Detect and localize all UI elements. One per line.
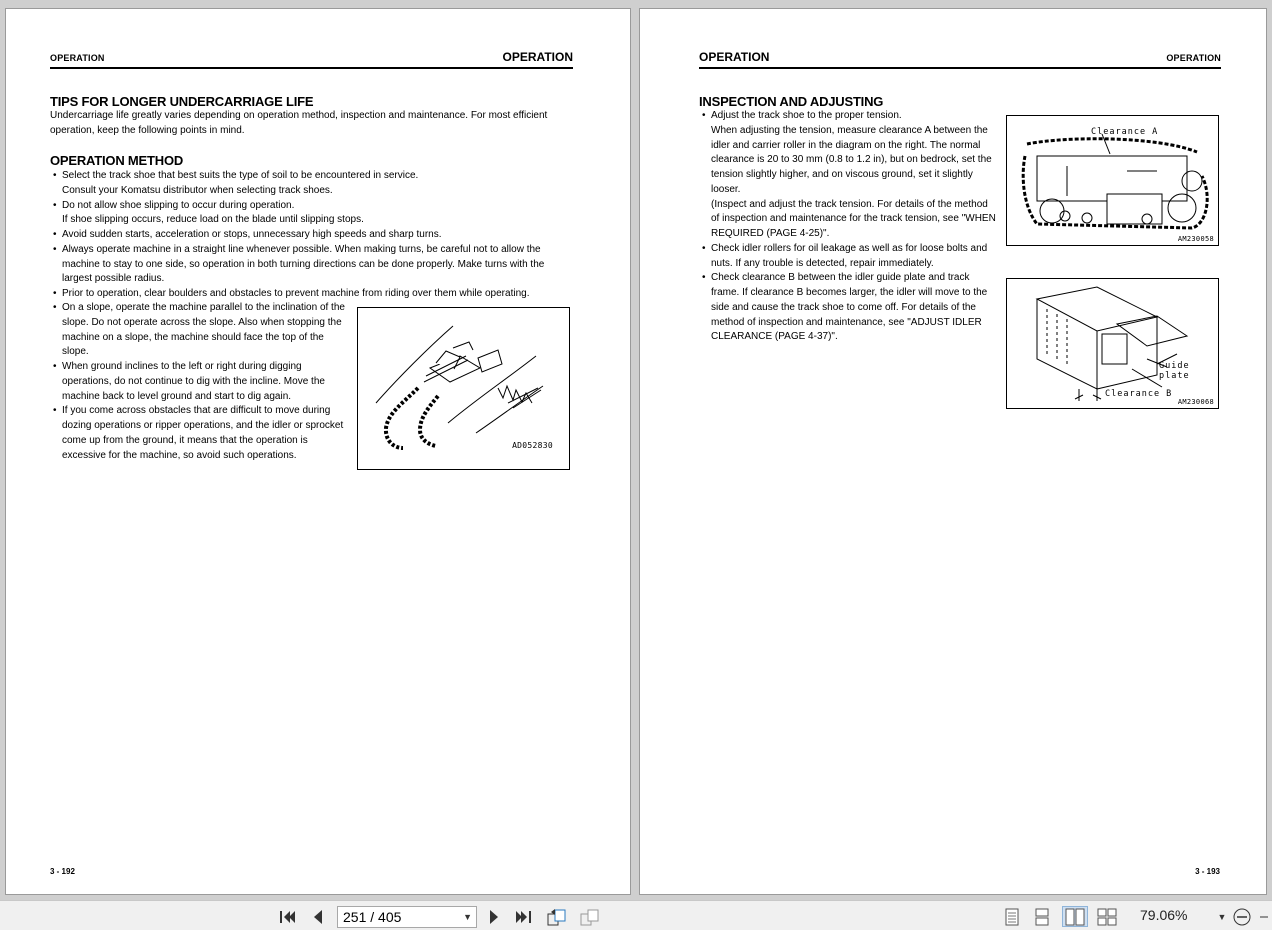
text-line: • On a slope, operate the machine parallel to the inclination of the bbox=[62, 302, 345, 313]
clearance-b-label: Clearance B bbox=[1105, 389, 1173, 399]
list-item bbox=[51, 287, 573, 302]
bullet-list-narrow bbox=[51, 301, 352, 463]
page-right bbox=[639, 8, 1267, 895]
bullet-list bbox=[700, 109, 1001, 345]
text-line: largest possible radius. bbox=[62, 273, 165, 285]
text-line: When adjusting the tension, measure clearance A between the bbox=[711, 124, 988, 136]
text-line: nuts. If any trouble is detected, repair immediately. bbox=[711, 257, 934, 269]
viewer-toolbar bbox=[0, 900, 1272, 930]
text-line: REQUIRED (PAGE 4-25)". bbox=[711, 228, 830, 239]
text-line: Consult your Komatsu distributor when selecting track shoes. bbox=[62, 184, 333, 196]
list-item bbox=[51, 169, 573, 199]
text-line: looser. bbox=[711, 183, 741, 195]
text-line: operation, keep the following points in mind. bbox=[50, 124, 245, 136]
chevron-down-icon[interactable]: ▼ bbox=[463, 912, 472, 922]
two-page-continuous-icon[interactable] bbox=[1096, 906, 1118, 927]
text-line: come up from the ground, it means that the operation is bbox=[62, 434, 308, 446]
page-header bbox=[50, 49, 573, 69]
text-line: (Inspect and adjust the track tension. For details of the method bbox=[711, 198, 988, 210]
text-line: • Avoid sudden starts, acceleration or stops, unnecessary high speeds and sharp turns. bbox=[62, 229, 442, 240]
list-item bbox=[700, 109, 1001, 242]
list-item bbox=[700, 242, 1001, 272]
prev-page-icon[interactable] bbox=[308, 906, 326, 927]
text-line: • Check idler rollers for oil leakage as well as for loose bolts and bbox=[711, 242, 988, 254]
section-title: INSPECTION AND ADJUSTING bbox=[699, 94, 884, 109]
continuous-icon[interactable] bbox=[1032, 906, 1052, 927]
zoom-dropdown-icon[interactable]: ▼ bbox=[1217, 911, 1227, 922]
list-item bbox=[51, 404, 352, 463]
single-page-icon[interactable] bbox=[1002, 906, 1022, 927]
text-line: • If you come across obstacles that are difficult to move during bbox=[62, 405, 331, 417]
text-line: machine on a slope, the machine should face the top of the bbox=[62, 331, 324, 343]
page-number: 3 - 192 bbox=[50, 867, 75, 876]
text-line: Guide bbox=[1159, 361, 1190, 371]
page-header bbox=[699, 49, 1221, 69]
text-line: tension slightly higher, and on viscous ground, set it slightly bbox=[711, 169, 973, 180]
list-item bbox=[51, 301, 352, 360]
clearance-a-label: Clearance A bbox=[1091, 127, 1159, 137]
text-line: CLEARANCE (PAGE 4-37)". bbox=[711, 331, 838, 343]
two-page-icon[interactable] bbox=[1062, 906, 1088, 927]
clearance-b-figure bbox=[1006, 278, 1219, 409]
zoom-level[interactable]: 79.06% bbox=[1140, 907, 1188, 923]
fit-icon[interactable] bbox=[578, 906, 602, 927]
text-line: • Always operate machine in a straight line whenever possible. When making turns, be careful not to allow the bbox=[62, 243, 541, 255]
rotate-icon[interactable] bbox=[545, 906, 569, 927]
scroll-right-icon[interactable] bbox=[1258, 906, 1270, 927]
text-line: If shoe slipping occurs, reduce load on the blade until slipping stops. bbox=[62, 214, 364, 226]
text-line: • Prior to operation, clear boulders and obstacles to prevent machine from riding over them while operating. bbox=[62, 288, 530, 299]
list-item bbox=[51, 199, 573, 229]
text-line: • Adjust the track shoe to the proper tension. bbox=[711, 110, 902, 121]
text-line: plate bbox=[1159, 371, 1190, 381]
text-line: • Select the track shoe that best suits the type of soil to be encountered in service. bbox=[62, 170, 419, 181]
header-left: OPERATION bbox=[50, 53, 105, 63]
page-number-input[interactable] bbox=[337, 906, 477, 928]
text-line: operations, do not continue to dig with the incline. Move the bbox=[62, 375, 325, 387]
slope-bulldozer-figure bbox=[357, 307, 570, 470]
clearance-a-figure bbox=[1006, 115, 1219, 246]
text-line: machine to stay to one side, so operation in both turning directions can be done properly. Make turns with the bbox=[62, 258, 545, 270]
next-page-icon[interactable] bbox=[486, 906, 504, 927]
text-line: of inspection and maintenance for the track tension, see "WHEN bbox=[711, 213, 996, 225]
list-item bbox=[700, 271, 1001, 345]
figure-code: AM230058 bbox=[1177, 235, 1214, 243]
text-line: • When ground inclines to the left or right during digging bbox=[62, 361, 302, 372]
zoom-out-icon[interactable] bbox=[1232, 906, 1252, 927]
figure-code: AD052830 bbox=[512, 441, 553, 450]
text-line: machine back to level ground and start to dig again. bbox=[62, 390, 292, 402]
text-line: • Check clearance B between the idler guide plate and track bbox=[711, 272, 970, 284]
page-display: 251 / 405 bbox=[343, 909, 402, 925]
last-page-icon[interactable] bbox=[513, 906, 535, 927]
text-line: dozing operations or ripper operations, and the idler or sprocket bbox=[62, 420, 344, 431]
text-line: frame. If clearance B becomes larger, the idler will move to the bbox=[711, 287, 988, 298]
header-right: OPERATION bbox=[502, 50, 573, 64]
text-line: slope. Do not operate across the slope. Also when stopping the bbox=[62, 316, 342, 328]
section-title: OPERATION METHOD bbox=[50, 153, 184, 168]
section-title: TIPS FOR LONGER UNDERCARRIAGE LIFE bbox=[50, 94, 314, 109]
list-item bbox=[51, 243, 573, 287]
text-line: clearance is 20 to 30 mm (0.8 to 1.2 in), but on bedrock, set the bbox=[711, 154, 992, 166]
list-item bbox=[51, 360, 352, 404]
text-line: slope. bbox=[62, 346, 89, 358]
text-line: • Do not allow shoe slipping to occur during operation. bbox=[62, 199, 295, 211]
first-page-icon[interactable] bbox=[276, 906, 298, 927]
text-line: Undercarriage life greatly varies depending on operation method, inspection and maintenance. For most efficient bbox=[50, 110, 548, 121]
text-line: excessive for the machine, so avoid such operations. bbox=[62, 449, 297, 461]
text-line: side and cause the track shoe to come off. For details of the bbox=[711, 301, 976, 313]
guide-plate-label bbox=[1159, 361, 1190, 381]
header-left: OPERATION bbox=[699, 50, 770, 64]
page-left bbox=[5, 8, 631, 895]
intro-paragraph bbox=[50, 109, 573, 139]
bullet-list bbox=[51, 169, 573, 302]
list-item bbox=[51, 228, 573, 243]
text-line: method of inspection and maintenance, see "ADJUST IDLER bbox=[711, 316, 982, 328]
page-number: 3 - 193 bbox=[1195, 867, 1220, 876]
text-line: idler and carrier roller in the diagram on the right. The normal bbox=[711, 139, 981, 151]
header-right: OPERATION bbox=[1166, 53, 1221, 63]
figure-code: AM230068 bbox=[1177, 398, 1214, 406]
